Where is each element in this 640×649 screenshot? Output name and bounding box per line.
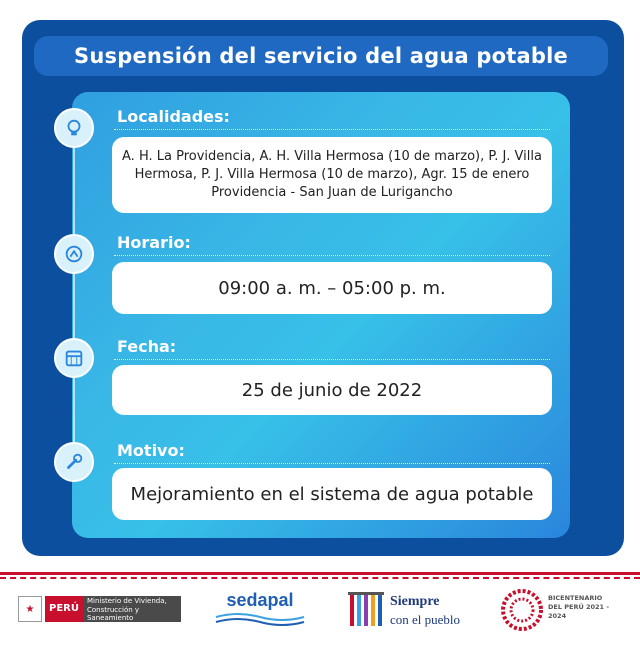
- sedapal-logo: [214, 590, 306, 630]
- bicentenario-logo: [500, 588, 620, 632]
- motivo-value: Mejoramiento en el sistema de agua potable: [112, 468, 552, 520]
- columns-icon: [348, 590, 386, 630]
- calendar-icon: [54, 338, 94, 378]
- fecha-value: 25 de junio de 2022: [112, 365, 552, 415]
- horario-value: 09:00 a. m. – 05:00 p. m.: [112, 262, 552, 314]
- footer-divider: [0, 572, 640, 575]
- localidades-label: Localidades:: [117, 107, 230, 126]
- divider: [114, 359, 550, 360]
- footer-dashed-line: [0, 577, 640, 579]
- lightbulb-icon: [54, 108, 94, 148]
- footer: [0, 582, 640, 649]
- motivo-label: Motivo:: [117, 441, 185, 460]
- timeline-line: [73, 120, 75, 472]
- shield-icon: ★: [18, 596, 42, 622]
- clock-icon: [54, 234, 94, 274]
- ministerio-logo: [18, 595, 181, 623]
- page-title: Suspensión del servicio del agua potable: [34, 36, 608, 76]
- siempre-label: Siempre: [390, 594, 440, 609]
- bicentenario-label: BICENTENARIO DEL PERÚ 2021 - 2024: [548, 594, 610, 620]
- wrench-icon: [54, 442, 94, 482]
- siempre-logo: [348, 588, 466, 632]
- bicentenario-emblem-icon: [500, 588, 544, 632]
- localidades-value: A. H. La Providencia, A. H. Villa Hermosa (10 de marzo), P. J. Villa Hermosa, P. J. Villa Hermosa (10 de marzo), Agr. 15 de enero Providencia - San Juan de Lurigancho: [112, 137, 552, 213]
- fecha-label: Fecha:: [117, 337, 177, 356]
- sedapal-label: sedapal: [226, 590, 294, 610]
- divider: [114, 129, 550, 130]
- waves-icon: [214, 611, 306, 627]
- ministerio-label: Ministerio de Vivienda, Construcción y Saneamiento: [83, 596, 181, 622]
- siempre-sub-label: con el pueblo: [390, 612, 461, 627]
- peru-label: PERÚ: [45, 596, 83, 622]
- horario-label: Horario:: [117, 233, 191, 252]
- divider: [114, 463, 550, 464]
- divider: [114, 255, 550, 256]
